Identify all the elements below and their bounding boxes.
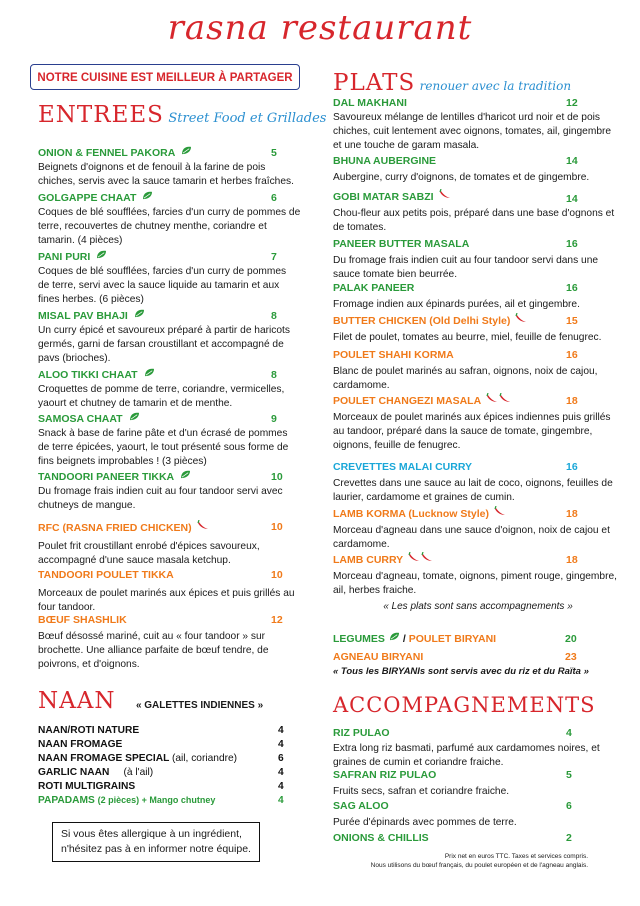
item-name: RFC (RASNA FRIED CHICKEN) [38,522,192,534]
item-price: 18 [566,395,578,407]
item-price: 12 [271,614,283,626]
item-price: 8 [271,310,277,322]
item-desc: Blanc de poulet marinés au safran, oignons, noix de cajou, cardamome. [333,366,598,391]
item-name: LAMB CURRY [333,554,404,566]
entree-item [38,309,300,366]
spicy-chili-icon [494,506,506,516]
item-name: AGNEAU BIRYANI [333,651,424,663]
item-name: GOBI MATAR SABZI [333,191,434,203]
item-price: 6 [271,192,277,204]
item-name: PANEER BUTTER MASALA [333,238,470,250]
item-name: POULET SHAHI KORMA [333,349,454,361]
item-price: 5 [566,769,572,781]
item-name: NAAN FROMAGE [38,739,123,750]
item-price: 4 [278,767,284,778]
entrees-title: ENTREES [38,102,164,128]
item-desc: Beignets d'oignons et de fenouil à la farine de pois chiches, servis avec la sauce tamarin et herbes fraîches. [38,162,294,187]
naan-item [38,781,288,792]
item-price: 8 [271,369,277,381]
naan-item [38,753,288,764]
item-name: SAG ALOO [333,800,389,812]
item-price: 15 [566,315,578,327]
item-name: LEGUMES [333,633,385,645]
vegetarian-leaf-icon [389,632,400,641]
vegetarian-leaf-icon [144,368,155,377]
item-name: ONIONS & CHILLIS [333,832,429,844]
item-extra: (ail, coriandre) [171,753,238,764]
item-desc: Bœuf désossé mariné, cuit au « four tandoor » sur brochette. Une alliance parfaite de bœuf tendre, de poivrons, et d'oignons. [38,631,269,670]
plat-item [333,393,623,453]
item-name: GARLIC NAAN [38,767,110,778]
spicy-chili-icon [439,189,451,199]
item-name: RIZ PULAO [333,727,390,739]
naan-item [38,795,288,806]
spicy-chili-icon [408,552,420,562]
entree-item [38,191,303,248]
accompagnements-title: ACCOMPAGNEMENTS [333,693,596,717]
item-name: POULET BIRYANI [408,633,497,645]
item-desc: Du fromage frais indien cuit au four tandoor servi avec chutneys de mangue. [38,486,283,511]
item-name: BUTTER CHICKEN (Old Delhi Style) [333,315,511,327]
item-name: SAMOSA CHAAT [38,413,123,425]
item-price: 14 [566,193,578,205]
accompagnements-header [333,693,595,717]
item-desc: Fromage indien aux épinards purées, ail et gingembre. [333,299,580,310]
item-desc: Crevettes dans une sauce au lait de coco, oignons, feuilles de laurier, cardamome et graines de cumin. [333,478,613,503]
item-desc: Coques de blé soufflées, farcies d'un curry de pommes de terre, recouvertes de chutney menthe, coriandre et tamarin. (4 pièces) [38,207,301,246]
spicy-chili-icon [421,552,433,562]
footer [330,852,588,870]
accompagnement-item [333,799,621,830]
item-price: 16 [566,349,578,361]
vegetarian-leaf-icon [180,470,191,479]
item-desc: Coques de blé soufflées, farcies d'un curry de pommes de terre, servi avec la sauce liquide au tamarin et aux fines herbes. (6 pièces) [38,266,287,305]
item-desc: Morceaux de poulet marinés aux épices et puis grillés au four tandoor. [38,588,295,613]
item-name: DAL MAKHANI [333,97,407,109]
entree-item [38,613,304,672]
spicy-chili-icon [515,313,527,323]
item-price: 16 [566,282,578,294]
item-name: TANDOORI PANEER TIKKA [38,471,175,483]
vegetarian-leaf-icon [96,250,107,259]
plats-title: PLATS [333,70,416,96]
item-desc: Fruits secs, safran et coriandre fraiche. [333,786,510,797]
item-name: GOLGAPPE CHAAT [38,192,137,204]
spicy-chili-icon [499,393,511,403]
entrees-header [38,102,326,128]
item-name: SAFRAN RIZ PULAO [333,769,437,781]
item-desc: Morceaux de poulet marinés aux épices indiennes puis grillés au tandoor, préparé dans la sauce de tomate, gingembre, oignons, feuille de fenugrec. [333,412,611,451]
item-name: POULET CHANGEZI MASALA [333,395,482,407]
item-price: 4 [278,795,284,806]
separator: / [402,633,406,645]
plats-note: « Les plats sont sans accompagnements » [383,601,573,612]
item-price: 14 [566,155,578,167]
item-price: 16 [566,461,578,473]
accompagnement-item [333,726,621,770]
biryani-legumes [333,632,496,645]
item-name: MISAL PAV BHAJI [38,310,128,322]
item-extra: (à l'ail) [123,767,154,778]
item-name: LAMB KORMA (Lucknow Style) [333,508,489,520]
item-price: 6 [566,800,572,812]
item-name: BŒUF SHASHLIK [38,614,127,626]
item-price: 18 [566,554,578,566]
item-desc: Snack à base de farine pâte et d'un écrasé de pommes de terre épicées, yaourt, le tout présenté sous forme de fins beignets improbables ! (3 pièces) [38,428,289,467]
item-name: BHUNA AUBERGINE [333,155,437,167]
item-desc: Chou-fleur aux petits pois, préparé dans une base d'ognons et de tomates. [333,208,615,233]
item-price: 20 [565,633,577,645]
item-name: ONION & FENNEL PAKORA [38,147,176,159]
item-price: 4 [278,725,284,736]
item-desc: Morceau d'agneau dans une sauce d'oignon, noix de cajou et cardamome. [333,525,610,550]
item-desc: Un curry épicé et savoureux préparé à partir de haricots germés, garni de farsan croustillant et accompagné de pavs (brioches). [38,325,290,364]
item-name: CREVETTES MALAI CURRY [333,461,473,473]
entree-item [38,520,300,568]
item-price: 2 [566,832,572,844]
item-price: 4 [278,781,284,792]
entree-item [38,368,300,411]
biryani-note: « Tous les BIRYANIs sont servis avec du riz et du Raïta » [333,666,589,677]
share-banner: NOTRE CUISINE EST MEILLEUR À PARTAGER [30,64,300,90]
entree-item [38,412,300,469]
item-price: 4 [566,727,572,739]
entree-item [38,470,300,513]
item-desc: Croquettes de pomme de terre, coriandre, vermicelles, yaourt et chutney de tamarin et de menthe. [38,384,285,409]
vegetarian-leaf-icon [129,412,140,421]
item-desc: Aubergine, curry d'oignons, de tomates et de gingembre. [333,172,590,183]
item-desc: Du fromage frais indien cuit au four tandoor servi dans une sauce tomate bien beurrée. [333,255,599,280]
naan-item [38,767,288,778]
allergy-note: Si vous êtes allergique à un ingrédient, n'hésitez pas à en informer notre équipe. [52,822,260,862]
item-desc: Savoureux mélange de lentilles d'haricot urd noir et de pois chiches, cuit lentement avec oignons, tomates, ail, gingembre et une touche de garam masala. [333,112,612,151]
item-name: NAAN/ROTI NATURE [38,725,140,736]
vegetarian-leaf-icon [134,309,145,318]
item-name: PANI PURI [38,251,91,263]
item-name: PAPADAMS [38,795,95,806]
item-name: ALOO TIKKI CHAAT [38,369,138,381]
item-price: 23 [565,651,577,663]
spicy-chili-icon [486,393,498,403]
item-desc: Poulet frit croustillant enrobé d'épices savoureux, accompagné d'une sauce masala ketchup. [38,541,260,566]
item-price: 12 [566,97,578,109]
item-price: 10 [271,521,283,533]
spicy-chili-icon [197,520,209,530]
vegetarian-leaf-icon [142,191,153,200]
item-extra: (2 pièces) + Mango chutney [97,795,216,805]
accompagnement-item [333,768,621,799]
entree-item [38,250,298,307]
item-price: 6 [278,753,284,764]
footer-line: Nous utilisons du bœuf français, du poulet européen et de l'agneau anglais. [370,862,588,869]
plats-header [333,70,571,96]
item-desc: Extra long riz basmati, parfumé aux cardamomes noires, et graines de cumin et coriandre fraiche. [333,743,600,768]
restaurant-title: rasna restaurant [167,8,473,48]
entrees-subtitle: Street Food et Grillades [168,111,327,126]
naan-title: NAAN [38,688,116,714]
item-price: 10 [271,471,283,483]
footer-line: Prix net en euros TTC. Taxes et services compris. [444,853,588,860]
item-desc: Morceau d'agneau, tomate, oignons, piment rouge, gingembre, ail, herbes fraiche. [333,571,617,596]
vegetarian-leaf-icon [181,146,192,155]
item-price: 18 [566,508,578,520]
item-desc: Purée d'épinards avec pommes de terre. [333,817,517,828]
item-price: 9 [271,413,277,425]
item-price: 5 [271,147,277,159]
accompagnement-item [333,831,621,846]
naan-item [38,725,288,736]
item-price: 7 [271,251,277,263]
item-name: ROTI MULTIGRAINS [38,781,136,792]
item-desc: Filet de poulet, tomates au beurre, miel, feuille de fenugrec. [333,332,602,343]
entree-item [38,146,298,189]
entree-item [38,568,300,615]
item-price: 16 [566,238,578,250]
naan-item [38,739,288,750]
naan-header [38,688,263,714]
item-name: NAAN FROMAGE SPECIAL [38,753,170,764]
item-name: PALAK PANEER [333,282,415,294]
plats-subtitle: renouer avec la tradition [419,79,572,93]
item-price: 4 [278,739,284,750]
naan-subtitle: « GALETTES INDIENNES » [135,700,264,711]
item-price: 10 [271,569,283,581]
item-name: TANDOORI POULET TIKKA [38,569,174,581]
